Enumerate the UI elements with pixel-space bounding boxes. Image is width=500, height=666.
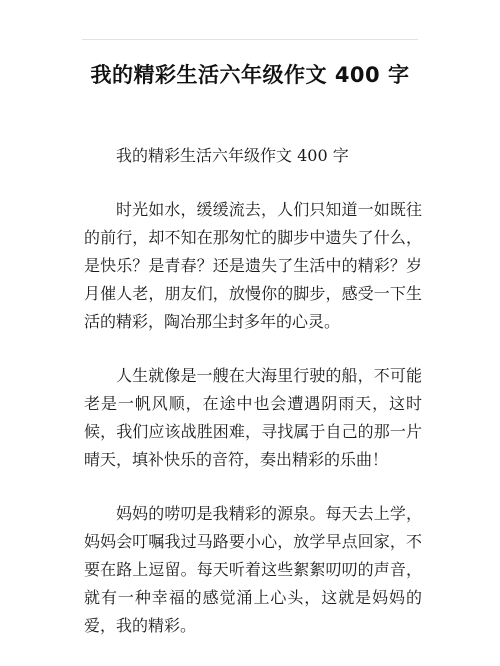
document-subtitle: 我的精彩生活六年级作文 400 字 <box>116 146 349 165</box>
paragraph-2: 人生就像是一艘在大海里行驶的船，不可能老是一帆风顺，在途中也会遭遇阴雨天，这时候，我们应该战胜困难，寻找属于自己的那一片晴天，填补快乐的音符，奏出精彩的乐曲！ <box>84 366 422 469</box>
paragraph-3: 妈妈的唠叨是我精彩的源泉。每天去上学，妈妈会叮嘱我过马路要小心，放学早点回家，不要在路上逗留。每天听着这些絮絮叨叨的声音，就有一种幸福的感觉涌上心头，这就是妈妈的爱，我的精彩。 <box>84 504 422 635</box>
header-rule <box>82 39 418 40</box>
document-body <box>84 142 422 666</box>
paragraph-1: 时光如水，缓缓流去，人们只知道一如既往的前行，却不知在那匆忙的脚步中遗失了什么，是快乐？是青春？还是遗失了生活中的精彩？岁月催人老，朋友们，放慢你的脚步，感受一下生活的精彩，陶冶那尘封多年的心灵。 <box>84 200 422 331</box>
document-title: 我的精彩生活六年级作文 400 字 <box>90 63 410 87</box>
